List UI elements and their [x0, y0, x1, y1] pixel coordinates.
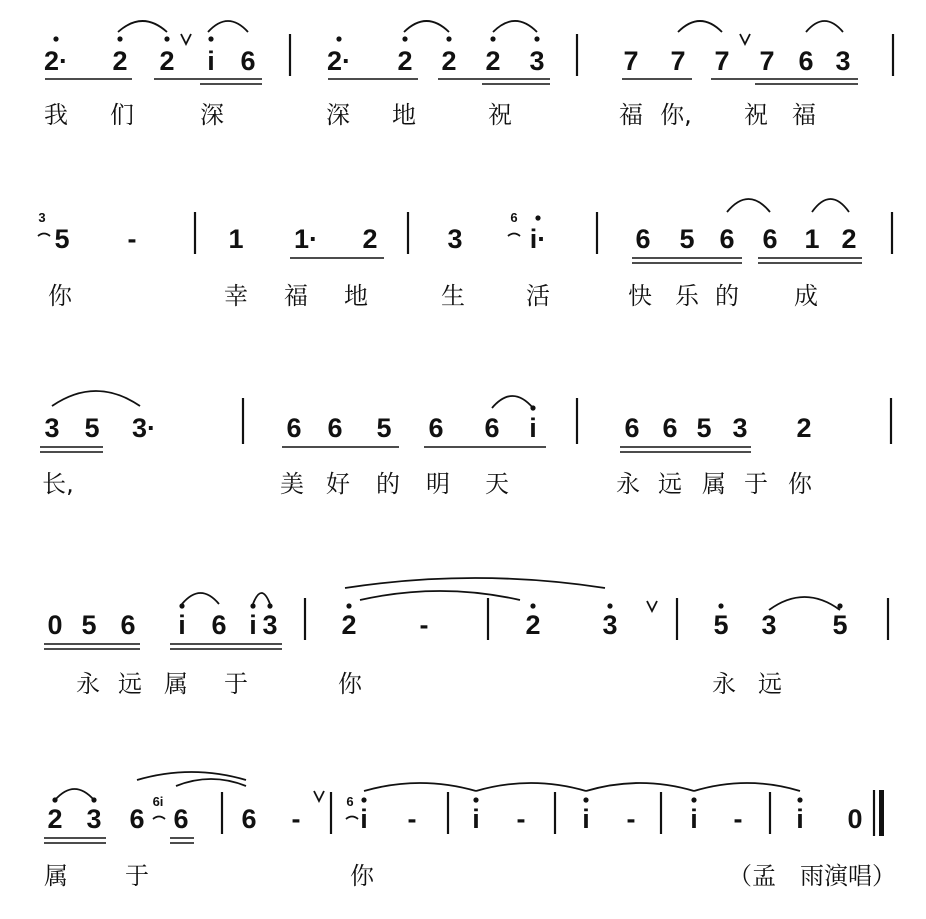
- lyric-char: 永: [76, 670, 100, 698]
- slur: [253, 593, 270, 604]
- slur: [404, 21, 449, 32]
- note: 0: [47, 610, 63, 640]
- grace-note: 6: [346, 794, 354, 809]
- note: -: [127, 224, 137, 254]
- note: 2·: [43, 46, 69, 76]
- slur: [812, 199, 849, 212]
- note: 6: [286, 413, 302, 443]
- note: 6: [241, 804, 257, 834]
- octave-dot: [179, 603, 184, 608]
- note: 3: [86, 804, 102, 834]
- note: 6: [428, 413, 444, 443]
- breath-mark: [647, 601, 657, 611]
- slur: [806, 21, 843, 32]
- octave-dot: [607, 603, 612, 608]
- lyric-char: 地: [344, 282, 368, 310]
- note: 2: [362, 224, 378, 254]
- slur: [52, 391, 140, 406]
- octave-dot: [346, 603, 351, 608]
- octave-dot: [473, 797, 478, 802]
- grace-tilde: [346, 817, 358, 820]
- note: 6: [240, 46, 256, 76]
- lyric-char: 深: [326, 101, 350, 129]
- slur: [586, 783, 694, 791]
- note: i: [178, 610, 186, 640]
- note: 6: [635, 224, 651, 254]
- grace-tilde: [38, 234, 50, 237]
- grace-note: 3: [38, 210, 46, 225]
- slur: [360, 591, 520, 600]
- note: 6: [129, 804, 145, 834]
- note: 6: [120, 610, 136, 640]
- octave-dot: [535, 215, 540, 220]
- lyric-char: 我: [44, 101, 68, 129]
- octave-dot: [267, 603, 272, 608]
- note: 2: [441, 46, 457, 76]
- grace-note: 6i: [152, 794, 164, 809]
- note: 6: [719, 224, 735, 254]
- note: 2: [485, 46, 501, 76]
- lyric-char: 乐: [675, 282, 699, 310]
- final-barline: [879, 790, 884, 836]
- note: 7: [759, 46, 775, 76]
- note: 6: [624, 413, 640, 443]
- slur: [493, 21, 537, 32]
- note: 7: [670, 46, 686, 76]
- lyric-char: 快: [628, 282, 652, 310]
- octave-dot: [53, 36, 58, 41]
- note: 1·: [293, 224, 319, 254]
- note: 2: [47, 804, 63, 834]
- lyric-char: 福: [792, 101, 816, 129]
- note: 6: [484, 413, 500, 443]
- note: 1: [228, 224, 244, 254]
- note: 5: [84, 413, 100, 443]
- note: i·: [529, 224, 547, 254]
- note: -: [419, 610, 429, 640]
- note: 2: [796, 413, 812, 443]
- note: 5: [376, 413, 392, 443]
- slur: [345, 578, 605, 588]
- octave-dot: [250, 603, 255, 608]
- note: i: [472, 804, 480, 834]
- slur: [182, 593, 219, 604]
- note: 7: [623, 46, 639, 76]
- lyric-char: 你,: [660, 101, 692, 129]
- note: 6: [327, 413, 343, 443]
- note: 2: [841, 224, 857, 254]
- note: 6: [211, 610, 227, 640]
- lyric-char: 长,: [42, 470, 74, 498]
- octave-dot: [691, 797, 696, 802]
- lyric-char: 美: [280, 470, 304, 498]
- note: 2: [159, 46, 175, 76]
- lyric-char: 于: [125, 862, 149, 890]
- lyric-char: 你: [48, 282, 72, 310]
- slur: [727, 199, 770, 212]
- lyric-char: 天: [485, 470, 509, 498]
- lyric-char: 你: [338, 670, 362, 698]
- performer-credit: （孟 雨演唱）: [728, 862, 896, 890]
- note: 5: [81, 610, 97, 640]
- octave-dot: [402, 36, 407, 41]
- note: 2: [112, 46, 128, 76]
- octave-dot: [490, 36, 495, 41]
- octave-dot: [164, 36, 169, 41]
- lyric-char: 明: [426, 470, 450, 498]
- lyric-char: 生: [441, 282, 465, 310]
- note: 2: [397, 46, 413, 76]
- note: -: [516, 804, 526, 834]
- note: i: [360, 804, 368, 834]
- slur: [364, 783, 476, 791]
- note: 5: [679, 224, 695, 254]
- note: 5: [832, 610, 848, 640]
- slur: [55, 789, 94, 800]
- octave-dot: [336, 36, 341, 41]
- octave-dot: [530, 603, 535, 608]
- lyric-char: 地: [392, 101, 416, 129]
- lyric-char: 福: [284, 282, 308, 310]
- note: 6: [662, 413, 678, 443]
- note: 3: [761, 610, 777, 640]
- note: 5: [696, 413, 712, 443]
- note: 3: [447, 224, 463, 254]
- grace-note: 6: [510, 210, 518, 225]
- lyric-char: 们: [110, 101, 134, 129]
- lyric-char: 祝: [744, 101, 768, 129]
- note: 5: [713, 610, 729, 640]
- note: 5: [54, 224, 70, 254]
- note: -: [733, 804, 743, 834]
- lyric-char: 属: [164, 670, 188, 698]
- octave-dot: [718, 603, 723, 608]
- octave-dot: [797, 797, 802, 802]
- breath-mark: [314, 791, 324, 801]
- lyric-char: 于: [744, 470, 768, 498]
- slur: [492, 396, 533, 408]
- grace-tilde: [508, 234, 520, 237]
- lyric-char: 的: [715, 282, 739, 310]
- lyric-char: 远: [118, 670, 142, 698]
- note: 6: [762, 224, 778, 254]
- note: i: [207, 46, 215, 76]
- slur: [208, 21, 248, 32]
- octave-dot: [117, 36, 122, 41]
- octave-dot: [530, 405, 535, 410]
- lyric-char: 永: [616, 470, 640, 498]
- breath-mark: [181, 34, 191, 44]
- slur: [694, 783, 800, 791]
- note: 3: [835, 46, 851, 76]
- slur: [678, 21, 722, 32]
- note: 6: [173, 804, 189, 834]
- note: i: [249, 610, 257, 640]
- octave-dot: [583, 797, 588, 802]
- note: 3: [529, 46, 545, 76]
- lyric-char: 永: [712, 670, 736, 698]
- note: 3: [602, 610, 618, 640]
- octave-dot: [361, 797, 366, 802]
- slur: [118, 21, 167, 32]
- note: 2: [341, 610, 357, 640]
- note: 6: [798, 46, 814, 76]
- note: 3: [262, 610, 278, 640]
- note: i: [582, 804, 590, 834]
- note: -: [407, 804, 417, 834]
- lyric-char: 祝: [488, 101, 512, 129]
- lyric-char: 福: [619, 101, 643, 129]
- lyric-char: 远: [758, 670, 782, 698]
- breath-mark: [740, 34, 750, 44]
- grace-tilde: [153, 817, 165, 820]
- note: 3: [732, 413, 748, 443]
- note: i: [529, 413, 537, 443]
- lyric-char: 活: [526, 282, 550, 310]
- note: i: [690, 804, 698, 834]
- lyric-char: 你: [350, 862, 374, 890]
- lyric-char: 深: [200, 101, 224, 129]
- note: 0: [847, 804, 863, 834]
- octave-dot: [534, 36, 539, 41]
- lyric-char: 于: [224, 670, 248, 698]
- note: 3: [44, 413, 60, 443]
- note: 2·: [326, 46, 352, 76]
- note: 2: [525, 610, 541, 640]
- note: 7: [714, 46, 730, 76]
- note: i: [796, 804, 804, 834]
- note: -: [626, 804, 636, 834]
- lyric-char: 远: [658, 470, 682, 498]
- slur: [137, 772, 246, 780]
- note: 3·: [131, 413, 157, 443]
- octave-dot: [446, 36, 451, 41]
- lyric-char: 幸: [224, 282, 248, 310]
- note: 1: [804, 224, 820, 254]
- slur: [176, 779, 246, 786]
- lyric-char: 你: [788, 470, 812, 498]
- lyric-char: 的: [376, 470, 400, 498]
- octave-dot: [208, 36, 213, 41]
- slur: [476, 783, 586, 791]
- slur: [769, 597, 840, 610]
- lyric-char: 属: [702, 470, 726, 498]
- note: -: [291, 804, 301, 834]
- lyric-char: 好: [326, 470, 350, 498]
- lyric-char: 属: [44, 862, 68, 890]
- lyric-char: 成: [794, 282, 818, 310]
